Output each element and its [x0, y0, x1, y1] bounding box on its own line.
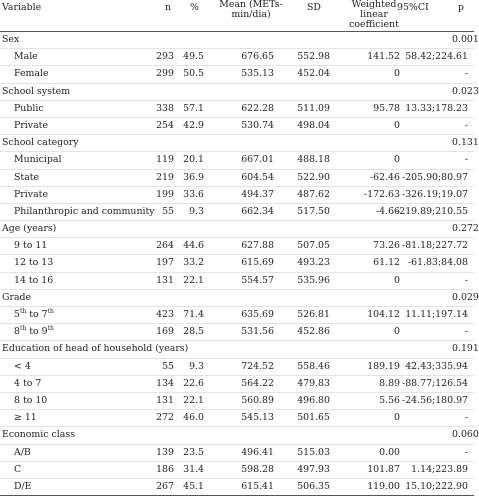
- ci-cell: -61.83;84.08: [407, 257, 468, 269]
- wlc-cell: 95.78: [373, 102, 400, 114]
- n-cell: 338: [156, 102, 174, 114]
- table-row: [0, 359, 474, 376]
- mean-cell: 545.13: [241, 412, 274, 424]
- wlc-cell: 0: [394, 154, 400, 166]
- mean-cell: 598.28: [241, 463, 274, 475]
- header-ci: 95%CI: [397, 2, 429, 13]
- ci-cell: -: [464, 326, 468, 338]
- header-mean: Mean (METs-min/dia): [219, 0, 283, 20]
- pct-cell: 22.6: [183, 377, 204, 389]
- pct-cell: 45.1: [183, 480, 204, 492]
- n-cell: 55: [162, 205, 174, 217]
- variable-label: State: [14, 171, 40, 183]
- sd-cell: 487.62: [297, 188, 330, 200]
- mean-cell: 564.22: [241, 377, 274, 389]
- ci-cell: 1.14;223.89: [411, 463, 468, 475]
- sd-cell: 552.98: [297, 51, 330, 63]
- pct-cell: 46.0: [183, 412, 204, 424]
- mean-cell: 615.41: [241, 480, 274, 492]
- variable-label: Male: [14, 51, 38, 63]
- wlc-cell: 0: [394, 412, 400, 424]
- wlc-cell: 0.00: [379, 446, 400, 458]
- sd-cell: 452.86: [297, 326, 330, 338]
- group-row: [0, 427, 479, 444]
- ci-cell: 13.33;178.23: [405, 102, 468, 114]
- mean-cell: 531.56: [241, 326, 274, 338]
- wlc-cell: -4.66: [375, 205, 400, 217]
- pct-cell: 22.1: [183, 274, 204, 286]
- sd-cell: 535.96: [297, 274, 330, 286]
- sd-cell: 488.18: [297, 154, 330, 166]
- table-header: [0, 0, 474, 32]
- sd-cell: 507.05: [297, 240, 330, 252]
- n-cell: 55: [162, 360, 174, 372]
- mean-cell: 560.89: [241, 394, 274, 406]
- mean-cell: 530.74: [241, 119, 274, 131]
- mean-cell: 622.28: [241, 102, 274, 114]
- n-cell: 139: [156, 446, 174, 458]
- pct-cell: 50.5: [183, 68, 204, 80]
- n-cell: 131: [156, 274, 174, 286]
- pct-cell: 36.9: [183, 171, 204, 183]
- variable-label: C: [14, 463, 22, 475]
- pct-cell: 57.1: [183, 102, 204, 114]
- sd-cell: 506.35: [297, 480, 330, 492]
- ci-cell: -: [464, 412, 468, 424]
- table-row: [0, 101, 474, 118]
- mean-cell: 535.13: [241, 68, 274, 80]
- mean-cell: 494.37: [241, 188, 274, 200]
- group-row: [0, 221, 479, 238]
- variable-label: School system: [2, 85, 71, 97]
- p-value: 0.191: [452, 343, 479, 355]
- n-cell: 186: [156, 463, 174, 475]
- variable-label: ≥ 11: [14, 412, 37, 424]
- sd-cell: 493.23: [297, 257, 330, 269]
- p-value: 0.029: [452, 291, 479, 303]
- ci-cell: -205.90;80.97: [402, 171, 468, 183]
- table-row: [0, 255, 474, 272]
- ci-cell: -88.77;126.54: [402, 377, 468, 389]
- pct-cell: 9.3: [189, 360, 204, 372]
- sd-cell: 515.03: [297, 446, 330, 458]
- mean-cell: 554.57: [241, 274, 274, 286]
- n-cell: 169: [156, 326, 174, 338]
- pct-cell: 28.5: [183, 326, 204, 338]
- mean-cell: 724.52: [241, 360, 274, 372]
- ci-cell: 58.42;224.61: [405, 51, 468, 63]
- sd-cell: 522.90: [297, 171, 330, 183]
- sd-cell: 479.83: [297, 377, 330, 389]
- variable-label: A/B: [14, 446, 31, 458]
- wlc-cell: 8.89: [379, 377, 400, 389]
- variable-label: < 4: [14, 360, 31, 372]
- group-row: [0, 290, 479, 307]
- group-row: [0, 84, 479, 101]
- pct-cell: 44.6: [183, 240, 204, 252]
- n-cell: 254: [156, 119, 174, 131]
- ci-cell: -81.18;227.72: [402, 240, 468, 252]
- n-cell: 299: [156, 68, 174, 80]
- variable-label: Grade: [2, 291, 32, 303]
- header-p: p: [458, 2, 465, 13]
- n-cell: 134: [156, 377, 174, 389]
- variable-label: Economic class: [2, 429, 75, 441]
- variable-label: Age (years): [2, 223, 57, 235]
- n-cell: 293: [156, 51, 174, 63]
- table-row: [0, 170, 474, 187]
- wlc-cell: 119.00: [367, 480, 400, 492]
- ci-cell: -219.89;210.55: [396, 205, 468, 217]
- variable-label: Municipal: [14, 154, 62, 166]
- variable-label: 4 to 7: [14, 377, 42, 389]
- sd-cell: 511.09: [297, 102, 330, 114]
- wlc-cell: -62.46: [369, 171, 400, 183]
- wlc-cell: 189.19: [367, 360, 400, 372]
- table-row: [0, 445, 474, 462]
- mean-cell: 635.69: [241, 309, 274, 320]
- pct-cell: 33.6: [183, 188, 204, 200]
- pct-cell: 9.3: [189, 205, 204, 217]
- table-row: [0, 410, 474, 427]
- variable-label: 5th to 7th: [14, 307, 54, 320]
- table-row: [0, 479, 474, 496]
- n-cell: 131: [156, 394, 174, 406]
- p-value: 0.023: [452, 85, 479, 97]
- header-n: n: [165, 2, 172, 13]
- ci-cell: -: [464, 119, 468, 131]
- table-row: [0, 187, 474, 204]
- pct-cell: 23.5: [183, 446, 204, 458]
- mean-cell: 604.54: [241, 171, 274, 183]
- ci-cell: 15.10;222.90: [405, 480, 468, 492]
- table-row: [0, 49, 474, 66]
- table-row: [0, 152, 474, 169]
- variable-label: 8 to 10: [14, 394, 48, 406]
- n-cell: 119: [156, 154, 174, 166]
- p-value: 0.001: [452, 34, 479, 45]
- n-cell: 272: [156, 412, 174, 424]
- variable-label: 9 to 11: [14, 240, 48, 252]
- wlc-cell: 61.12: [373, 257, 400, 269]
- wlc-cell: 0: [394, 326, 400, 338]
- p-value: 0.131: [452, 137, 479, 149]
- table-row: [0, 238, 474, 255]
- wlc-cell: 104.12: [367, 309, 400, 320]
- table-row: [0, 393, 474, 410]
- ci-cell: 42.43;335.94: [405, 360, 468, 372]
- table-row: [0, 324, 474, 341]
- variable-label: Public: [14, 102, 44, 114]
- pct-cell: 71.4: [183, 309, 204, 320]
- sd-cell: 452.04: [297, 68, 330, 80]
- wlc-cell: 73.26: [373, 240, 400, 252]
- table-row: [0, 307, 474, 324]
- wlc-cell: 0: [394, 68, 400, 80]
- n-cell: 219: [156, 171, 174, 183]
- table-body: [0, 32, 479, 496]
- ci-cell: -: [464, 274, 468, 286]
- pct-cell: 49.5: [183, 51, 204, 63]
- table-row: [0, 376, 474, 393]
- pct-cell: 42.9: [183, 119, 204, 131]
- group-row: [0, 32, 479, 49]
- wlc-cell: 141.52: [367, 51, 400, 63]
- ci-cell: -: [464, 68, 468, 80]
- variable-label: Female: [14, 68, 49, 80]
- header-wlc: Weighted linear coefficient: [349, 0, 399, 30]
- wlc-cell: -172.63: [364, 188, 400, 200]
- table-row: [0, 118, 474, 135]
- variable-label: D/E: [14, 480, 32, 492]
- variable-label: Private: [14, 119, 48, 131]
- variable-label: Sex: [2, 34, 20, 45]
- mean-cell: 615.69: [241, 257, 274, 269]
- sd-cell: 497.93: [297, 463, 330, 475]
- variable-label: Education of head of household (years): [2, 343, 189, 355]
- mean-cell: 627.88: [241, 240, 274, 252]
- ci-cell: -326.19;19.07: [402, 188, 468, 200]
- p-value: 0.272: [452, 223, 479, 235]
- sd-cell: 517.50: [297, 205, 330, 217]
- variable-label: 14 to 16: [14, 274, 54, 286]
- ci-cell: 11.11;197.14: [405, 309, 468, 320]
- header-pct: %: [190, 2, 199, 13]
- variable-label: School category: [2, 137, 79, 149]
- sd-cell: 526.81: [297, 309, 330, 320]
- group-row: [0, 135, 479, 152]
- wlc-cell: 0: [394, 274, 400, 286]
- p-value: 0.060: [452, 429, 479, 441]
- pct-cell: 20.1: [183, 154, 204, 166]
- wlc-cell: 101.87: [367, 463, 400, 475]
- header-sd: SD: [307, 2, 321, 13]
- table-row: [0, 204, 474, 221]
- sd-cell: 501.65: [297, 412, 330, 424]
- wlc-cell: 0: [394, 119, 400, 131]
- pct-cell: 33.2: [183, 257, 204, 269]
- n-cell: 264: [156, 240, 174, 252]
- sd-cell: 558.46: [297, 360, 330, 372]
- variable-label: 8th to 9th: [14, 325, 54, 338]
- header-variable: Variable: [2, 2, 42, 13]
- table-row: [0, 273, 474, 290]
- pct-cell: 31.4: [183, 463, 204, 475]
- ci-cell: -: [464, 154, 468, 166]
- n-cell: 267: [156, 480, 174, 492]
- pct-cell: 22.1: [183, 394, 204, 406]
- ci-cell: -: [464, 446, 468, 458]
- table-row: [0, 66, 474, 83]
- variable-label: 12 to 13: [14, 257, 54, 269]
- wlc-cell: 5.56: [379, 394, 400, 406]
- mean-cell: 496.41: [241, 446, 274, 458]
- ci-cell: -24.56;180.97: [402, 394, 468, 406]
- variable-label: Philanthropic and community: [14, 205, 155, 217]
- n-cell: 423: [156, 309, 174, 320]
- sd-cell: 498.04: [297, 119, 330, 131]
- n-cell: 197: [156, 257, 174, 269]
- mean-cell: 662.34: [241, 205, 274, 217]
- n-cell: 199: [156, 188, 174, 200]
- table-row: [0, 462, 474, 479]
- sd-cell: 496.80: [297, 394, 330, 406]
- variable-label: Private: [14, 188, 48, 200]
- group-row: [0, 341, 479, 358]
- mean-cell: 676.65: [241, 51, 274, 63]
- mean-cell: 667.01: [241, 154, 274, 166]
